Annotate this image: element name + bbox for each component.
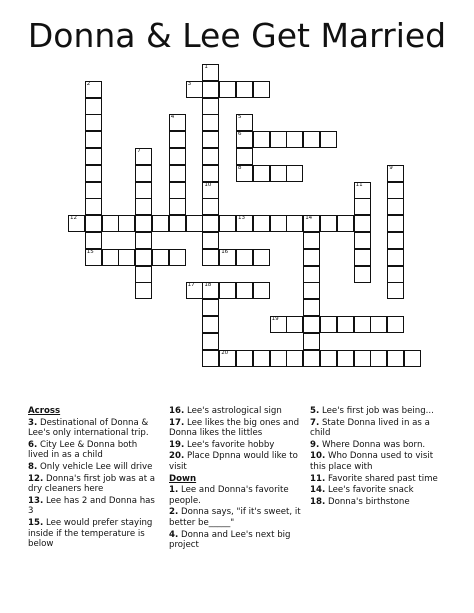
clues-column-2 bbox=[169, 406, 302, 552]
grid-cell[interactable] bbox=[370, 350, 387, 367]
grid-cell[interactable] bbox=[320, 215, 337, 232]
cell-number: 4 bbox=[170, 114, 175, 121]
grid-cell[interactable] bbox=[387, 165, 404, 182]
grid-cell[interactable] bbox=[303, 282, 320, 299]
clue-text: Donna says, "if it's sweet, it better be_____" bbox=[169, 507, 301, 528]
across-clue bbox=[28, 496, 156, 517]
grid-cell[interactable] bbox=[85, 182, 102, 199]
grid-cell[interactable] bbox=[202, 333, 219, 350]
grid-cell[interactable] bbox=[354, 249, 371, 266]
clue-text: Lee likes the big ones and Donna likes the littles bbox=[169, 417, 300, 439]
cell-number: 6 bbox=[238, 131, 242, 138]
clue-number: 20. bbox=[169, 451, 185, 462]
grid-cell[interactable] bbox=[286, 350, 303, 367]
grid-cell[interactable] bbox=[85, 232, 102, 249]
cell-number: 5 bbox=[238, 114, 242, 121]
clue-text: Destinational of Donna & Lee's only international trip. bbox=[28, 417, 149, 439]
clues-column-3 bbox=[310, 406, 450, 508]
grid-cell[interactable] bbox=[186, 81, 203, 98]
clue-text: State Donna lived in as a child bbox=[310, 417, 430, 439]
grid-cell[interactable] bbox=[253, 350, 270, 367]
cell-number: 8 bbox=[238, 164, 242, 171]
grid-cell[interactable] bbox=[102, 249, 119, 266]
across-clue-list-part-2 bbox=[169, 406, 302, 473]
grid-cell[interactable] bbox=[303, 266, 320, 283]
grid-cell[interactable] bbox=[253, 165, 270, 182]
grid-cell[interactable] bbox=[202, 131, 219, 148]
down-clue bbox=[310, 418, 450, 439]
grid-cell[interactable] bbox=[202, 98, 219, 115]
grid-cell[interactable] bbox=[202, 282, 219, 299]
cell-number: 16 bbox=[221, 248, 229, 255]
grid-cell[interactable] bbox=[219, 215, 236, 232]
grid-cell[interactable] bbox=[152, 249, 169, 266]
across-clue-list-part-1 bbox=[28, 418, 156, 550]
grid-cell[interactable] bbox=[387, 232, 404, 249]
grid-cell[interactable] bbox=[202, 350, 219, 367]
grid-cell[interactable] bbox=[253, 81, 270, 98]
down-clue bbox=[310, 474, 450, 485]
grid-cell[interactable] bbox=[169, 131, 186, 148]
clue-number: 13. bbox=[28, 495, 44, 506]
clue-text: Lee would prefer staying inside if the temperature is below bbox=[28, 517, 153, 550]
across-clue bbox=[169, 451, 302, 472]
clue-text: Where Donna was born. bbox=[319, 439, 426, 450]
cell-number: 14 bbox=[305, 215, 313, 222]
grid-cell[interactable] bbox=[169, 198, 186, 215]
clue-text: Lee's favorite snack bbox=[325, 485, 414, 496]
grid-cell[interactable] bbox=[354, 182, 371, 199]
grid-cell[interactable] bbox=[253, 131, 270, 148]
grid-cell[interactable] bbox=[202, 215, 219, 232]
grid-cell[interactable] bbox=[404, 350, 421, 367]
grid-cell[interactable] bbox=[236, 165, 253, 182]
grid-cell[interactable] bbox=[135, 182, 152, 199]
grid-cell[interactable] bbox=[202, 114, 219, 131]
grid-cell[interactable] bbox=[270, 131, 287, 148]
clue-text: Favorite shared past time bbox=[325, 473, 438, 484]
cell-number: 11 bbox=[355, 181, 363, 188]
grid-cell[interactable] bbox=[370, 316, 387, 333]
cell-number: 9 bbox=[389, 164, 393, 171]
grid-cell[interactable] bbox=[85, 81, 102, 98]
puzzle-title: Donna & Lee Get Married bbox=[27, 16, 447, 55]
grid-cell[interactable] bbox=[320, 316, 337, 333]
cell-number: 3 bbox=[187, 80, 192, 87]
grid-cell[interactable] bbox=[85, 131, 102, 148]
cell-number: 20 bbox=[221, 349, 229, 356]
grid-cell[interactable] bbox=[219, 282, 236, 299]
grid-cell[interactable] bbox=[202, 299, 219, 316]
grid-cell[interactable] bbox=[387, 282, 404, 299]
grid-cell[interactable] bbox=[337, 215, 354, 232]
grid-cell[interactable] bbox=[387, 182, 404, 199]
grid-cell[interactable] bbox=[303, 249, 320, 266]
grid-cell[interactable] bbox=[186, 215, 203, 232]
down-clue bbox=[310, 485, 450, 496]
clue-text: Who Donna used to visit this place with bbox=[310, 451, 434, 472]
across-clue bbox=[28, 418, 156, 439]
across-clue bbox=[169, 440, 302, 451]
grid-cell[interactable] bbox=[135, 198, 152, 215]
clue-number: 16. bbox=[169, 406, 185, 416]
grid-cell[interactable] bbox=[202, 81, 219, 98]
grid-cell[interactable] bbox=[236, 131, 253, 148]
grid-cell[interactable] bbox=[337, 350, 354, 367]
clue-text: City Lee & Donna both lived in as a child bbox=[28, 439, 138, 461]
grid-cell[interactable] bbox=[169, 215, 186, 232]
clue-number: 11. bbox=[310, 473, 326, 484]
grid-cell[interactable] bbox=[219, 249, 236, 266]
clue-number: 12. bbox=[28, 473, 44, 484]
across-clue bbox=[28, 462, 156, 473]
down-clue bbox=[310, 406, 450, 417]
grid-cell[interactable] bbox=[354, 350, 371, 367]
grid-cell[interactable] bbox=[354, 316, 371, 333]
clue-number: 17. bbox=[169, 417, 185, 428]
grid-cell[interactable] bbox=[219, 81, 236, 98]
grid-cell[interactable] bbox=[253, 282, 270, 299]
grid-cell[interactable] bbox=[387, 215, 404, 232]
clue-number: 7. bbox=[310, 417, 320, 428]
grid-cell[interactable] bbox=[85, 148, 102, 165]
across-clue bbox=[28, 440, 156, 461]
grid-cell[interactable] bbox=[202, 148, 219, 165]
grid-cell[interactable] bbox=[270, 215, 287, 232]
clue-number: 6. bbox=[28, 439, 38, 450]
clue-number: 3. bbox=[28, 417, 38, 428]
down-clue bbox=[310, 440, 450, 451]
grid-cell[interactable] bbox=[169, 148, 186, 165]
grid-cell[interactable] bbox=[202, 182, 219, 199]
grid-cell[interactable] bbox=[270, 350, 287, 367]
cell-number: 18 bbox=[204, 282, 212, 289]
cell-number: 19 bbox=[271, 316, 279, 322]
across-clue bbox=[28, 518, 156, 550]
grid-cell[interactable] bbox=[68, 215, 85, 232]
grid-cell[interactable] bbox=[85, 165, 102, 182]
grid-cell[interactable] bbox=[270, 165, 287, 182]
down-clue bbox=[310, 497, 450, 508]
grid-cell[interactable] bbox=[135, 232, 152, 249]
clue-number: 14. bbox=[310, 485, 326, 496]
grid-cell[interactable] bbox=[253, 249, 270, 266]
grid-cell[interactable] bbox=[135, 282, 152, 299]
grid-cell[interactable] bbox=[354, 215, 371, 232]
clue-number: 5. bbox=[310, 406, 320, 416]
grid-cell[interactable] bbox=[186, 282, 203, 299]
grid-cell[interactable] bbox=[303, 299, 320, 316]
grid-cell[interactable] bbox=[202, 64, 219, 81]
grid-cell[interactable] bbox=[236, 215, 253, 232]
clue-text: Lee has 2 and Donna has 3 bbox=[28, 495, 155, 517]
grid-cell[interactable] bbox=[85, 249, 102, 266]
clue-text: Lee and Donna's favorite people. bbox=[169, 485, 289, 506]
grid-cell[interactable] bbox=[387, 198, 404, 215]
down-clue bbox=[169, 485, 302, 506]
clue-text: Place Dpnna would like to visit bbox=[169, 451, 298, 472]
clue-number: 8. bbox=[28, 461, 38, 472]
cell-number: 15 bbox=[86, 248, 94, 255]
grid-cell[interactable] bbox=[169, 249, 186, 266]
cell-number: 12 bbox=[70, 215, 77, 222]
grid-cell[interactable] bbox=[354, 232, 371, 249]
across-clue bbox=[169, 406, 302, 417]
across-heading: Across bbox=[28, 406, 61, 416]
grid-cell[interactable] bbox=[135, 266, 152, 283]
cell-number: 2 bbox=[86, 80, 91, 87]
grid-cell[interactable] bbox=[387, 316, 404, 333]
grid-cell[interactable] bbox=[85, 114, 102, 131]
grid-cell[interactable] bbox=[135, 148, 152, 165]
clue-text: Only vehicle Lee will drive bbox=[37, 461, 153, 472]
cell-number: 10 bbox=[204, 181, 212, 188]
grid-cell[interactable] bbox=[236, 81, 253, 98]
cell-number: 13 bbox=[238, 215, 245, 222]
down-clue bbox=[169, 507, 302, 528]
grid-cell[interactable] bbox=[354, 266, 371, 283]
grid-cell[interactable] bbox=[286, 165, 303, 182]
grid-cell[interactable] bbox=[286, 215, 303, 232]
grid-cell[interactable] bbox=[303, 215, 320, 232]
clue-text: Donna's first job was at a dry cleaners here bbox=[28, 473, 156, 495]
grid-cell[interactable] bbox=[303, 350, 320, 367]
grid-cell[interactable] bbox=[303, 232, 320, 249]
down-heading: Down bbox=[169, 473, 197, 484]
grid-cell[interactable] bbox=[85, 98, 102, 115]
grid-cell[interactable] bbox=[85, 198, 102, 215]
grid-cell[interactable] bbox=[236, 148, 253, 165]
clue-text: Lee's favorite hobby bbox=[184, 439, 275, 450]
grid-cell[interactable] bbox=[354, 198, 371, 215]
grid-cell[interactable] bbox=[102, 215, 119, 232]
clue-number: 2. bbox=[169, 507, 179, 518]
across-clue bbox=[28, 474, 156, 495]
grid-cell[interactable] bbox=[135, 165, 152, 182]
clue-number: 1. bbox=[169, 485, 179, 496]
grid-cell[interactable] bbox=[85, 215, 102, 232]
grid-cell[interactable] bbox=[387, 266, 404, 283]
grid-cell[interactable] bbox=[118, 215, 135, 232]
grid-cell[interactable] bbox=[253, 215, 270, 232]
clue-text: Donna and Lee's next big project bbox=[169, 529, 291, 551]
clues-column-1 bbox=[28, 406, 156, 551]
grid-cell[interactable] bbox=[219, 350, 236, 367]
grid-cell[interactable] bbox=[135, 249, 152, 266]
grid-cell[interactable] bbox=[118, 249, 135, 266]
clue-number: 9. bbox=[310, 439, 320, 450]
clue-number: 15. bbox=[28, 517, 44, 528]
grid-cell[interactable] bbox=[202, 198, 219, 215]
clue-text: Lee's first job was being... bbox=[319, 406, 434, 416]
grid-cell[interactable] bbox=[320, 131, 337, 148]
down-clue bbox=[169, 530, 302, 551]
clue-text: Donna's birthstone bbox=[325, 496, 410, 507]
grid-cell[interactable] bbox=[202, 165, 219, 182]
down-clue-list-part-1 bbox=[169, 485, 302, 551]
grid-cell[interactable] bbox=[236, 114, 253, 131]
clue-text: Lee's astrological sign bbox=[184, 406, 282, 416]
grid-cell[interactable] bbox=[337, 316, 354, 333]
grid-cell[interactable] bbox=[202, 232, 219, 249]
grid-cell[interactable] bbox=[303, 131, 320, 148]
grid-cell[interactable] bbox=[169, 182, 186, 199]
grid-cell[interactable] bbox=[320, 350, 337, 367]
cell-number: 17 bbox=[187, 282, 195, 289]
grid-cell[interactable] bbox=[236, 350, 253, 367]
clue-number: 4. bbox=[169, 529, 179, 540]
grid-cell[interactable] bbox=[135, 215, 152, 232]
grid-cell[interactable] bbox=[286, 316, 303, 333]
grid-cell[interactable] bbox=[236, 282, 253, 299]
grid-cell[interactable] bbox=[236, 249, 253, 266]
grid-cell[interactable] bbox=[286, 131, 303, 148]
grid-cell[interactable] bbox=[303, 316, 320, 333]
grid-cell[interactable] bbox=[152, 215, 169, 232]
grid-cell[interactable] bbox=[169, 165, 186, 182]
clue-number: 19. bbox=[169, 439, 185, 450]
grid-cell[interactable] bbox=[202, 249, 219, 266]
grid-cell[interactable] bbox=[202, 316, 219, 333]
grid-cell[interactable] bbox=[169, 114, 186, 131]
across-clue bbox=[169, 418, 302, 439]
down-clue bbox=[310, 451, 450, 472]
grid-cell[interactable] bbox=[270, 316, 287, 333]
grid-cell[interactable] bbox=[303, 333, 320, 350]
grid-cell[interactable] bbox=[387, 249, 404, 266]
clue-number: 10. bbox=[310, 451, 326, 462]
cell-number: 1 bbox=[204, 64, 208, 70]
clue-number: 18. bbox=[310, 496, 326, 507]
down-clue-list-part-2 bbox=[310, 406, 450, 507]
grid-cell[interactable] bbox=[387, 350, 404, 367]
cell-number: 7 bbox=[137, 148, 141, 154]
